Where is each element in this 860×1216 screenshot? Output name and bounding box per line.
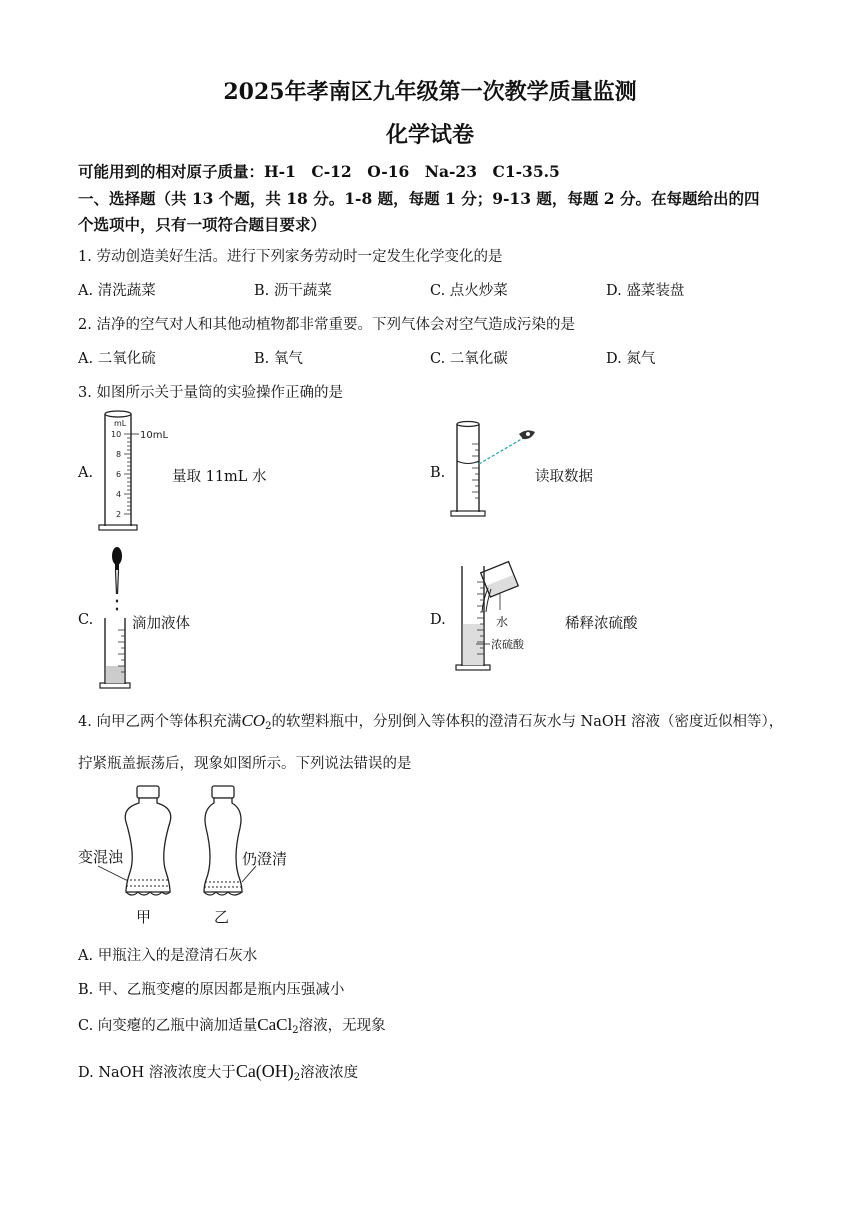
- q4-option-c-pre: C. 向变瘪的乙瓶中滴加适量: [78, 1018, 258, 1034]
- q2-option-c: C. 二氧化碳: [430, 351, 508, 367]
- q4-stem-pre: 4. 向甲乙两个等体积充满: [78, 714, 242, 730]
- bottle-yi-label: 乙: [214, 908, 230, 926]
- co2-formula: CO: [241, 711, 266, 730]
- caoh2-formula: Ca(OH): [235, 1061, 294, 1081]
- q3-option-a-text: 量取 11mL 水: [172, 469, 267, 485]
- q4-option-d-pre: D. NaOH 溶液浓度大于: [78, 1065, 236, 1081]
- q2-option-a: A. 二氧化硫: [78, 351, 156, 367]
- dilute-acid-figure: [452, 558, 548, 674]
- q1-option-c: C. 点火炒菜: [430, 283, 508, 299]
- tick-label-2: 2: [116, 510, 122, 519]
- q4-option-b: B. 甲、乙瓶变瘪的原因都是瓶内压强减小: [78, 982, 345, 998]
- q3-stem: 3. 如图所示关于量筒的实验操作正确的是: [78, 385, 343, 401]
- q3-option-a-letter: A.: [78, 465, 94, 481]
- q2-option-d: D. 氮气: [606, 351, 656, 367]
- cylinder-unit-label: mL: [114, 419, 127, 428]
- q1-option-a: A. 清洗蔬菜: [78, 283, 156, 299]
- q3-option-c-letter: C.: [78, 612, 94, 628]
- co2-subscript: 2: [265, 721, 272, 732]
- q4-option-c-post: 溶液，无现象: [298, 1018, 386, 1034]
- q3-option-d-text: 稀释浓硫酸: [565, 616, 638, 632]
- exam-subtitle: 化学试卷: [385, 122, 474, 148]
- q3-option-c-text: 滴加液体: [132, 616, 190, 632]
- atomic-masses: 可能用到的相对原子质量：H-1 C-12 O-16 Na-23 C1-35.5: [78, 162, 560, 181]
- section-heading-line2: 个选项中，只有一项符合题目要求）: [78, 215, 327, 234]
- dropper-cylinder-figure: [98, 546, 132, 692]
- q3-option-d-letter: D.: [430, 612, 446, 628]
- q1-option-d: D. 盛菜装盘: [606, 283, 685, 299]
- conc-acid-label: 浓硫酸: [491, 638, 524, 651]
- water-label: 水: [496, 615, 509, 629]
- q3-option-b-text: 读取数据: [535, 469, 593, 485]
- q4-option-d-post: 溶液浓度: [300, 1065, 359, 1081]
- exam-title: 2025年孝南区九年级第一次教学质量监测: [223, 79, 637, 105]
- tick-label-6: 6: [116, 470, 122, 479]
- bottle-jia-label: 甲: [136, 908, 152, 926]
- tick-label-10: 10: [111, 430, 122, 439]
- q1-stem: 1. 劳动创造美好生活。进行下列家务劳动时一定发生化学变化的是: [78, 249, 503, 265]
- q4-option-c: [78, 1014, 386, 1036]
- q4-option-d: [78, 1061, 358, 1083]
- clear-label: 仍澄清: [242, 850, 288, 868]
- section-heading-line1: 一、选择题（共 13 个题，共 18 分。1-8 题，每题 1 分；9-13 题，每题 2 分。在每题给出的四: [78, 189, 760, 208]
- q4-stem-post: 的软塑料瓶中，分别倒入等体积的澄清石灰水与 NaOH 溶液（密度近似相等），: [271, 714, 784, 730]
- cylinder-callout-10ml: 10mL: [140, 430, 169, 441]
- q1-option-b: B. 沥干蔬菜: [254, 283, 332, 299]
- bottles-figure: [78, 780, 308, 930]
- caoh2-subscript: 2: [293, 1072, 301, 1083]
- q2-stem: 2. 洁净的空气对人和其他动植物都非常重要。下列气体会对空气造成污染的是: [78, 317, 575, 333]
- q4-stem-line1: [78, 710, 783, 732]
- q4-option-a: A. 甲瓶注入的是澄清石灰水: [78, 948, 258, 964]
- cacl2-formula: CaCl: [257, 1015, 293, 1034]
- q2-option-b: B. 氧气: [254, 351, 303, 367]
- tick-label-4: 4: [116, 490, 122, 499]
- cloudy-label: 变混浊: [78, 848, 124, 866]
- q4-stem-line2: 拧紧瓶盖振荡后，现象如图所示。下列说法错误的是: [78, 756, 412, 772]
- tick-label-8: 8: [116, 450, 122, 459]
- cacl2-subscript: 2: [292, 1025, 299, 1036]
- q3-option-b-letter: B.: [430, 465, 446, 481]
- reading-level-figure: [445, 418, 545, 523]
